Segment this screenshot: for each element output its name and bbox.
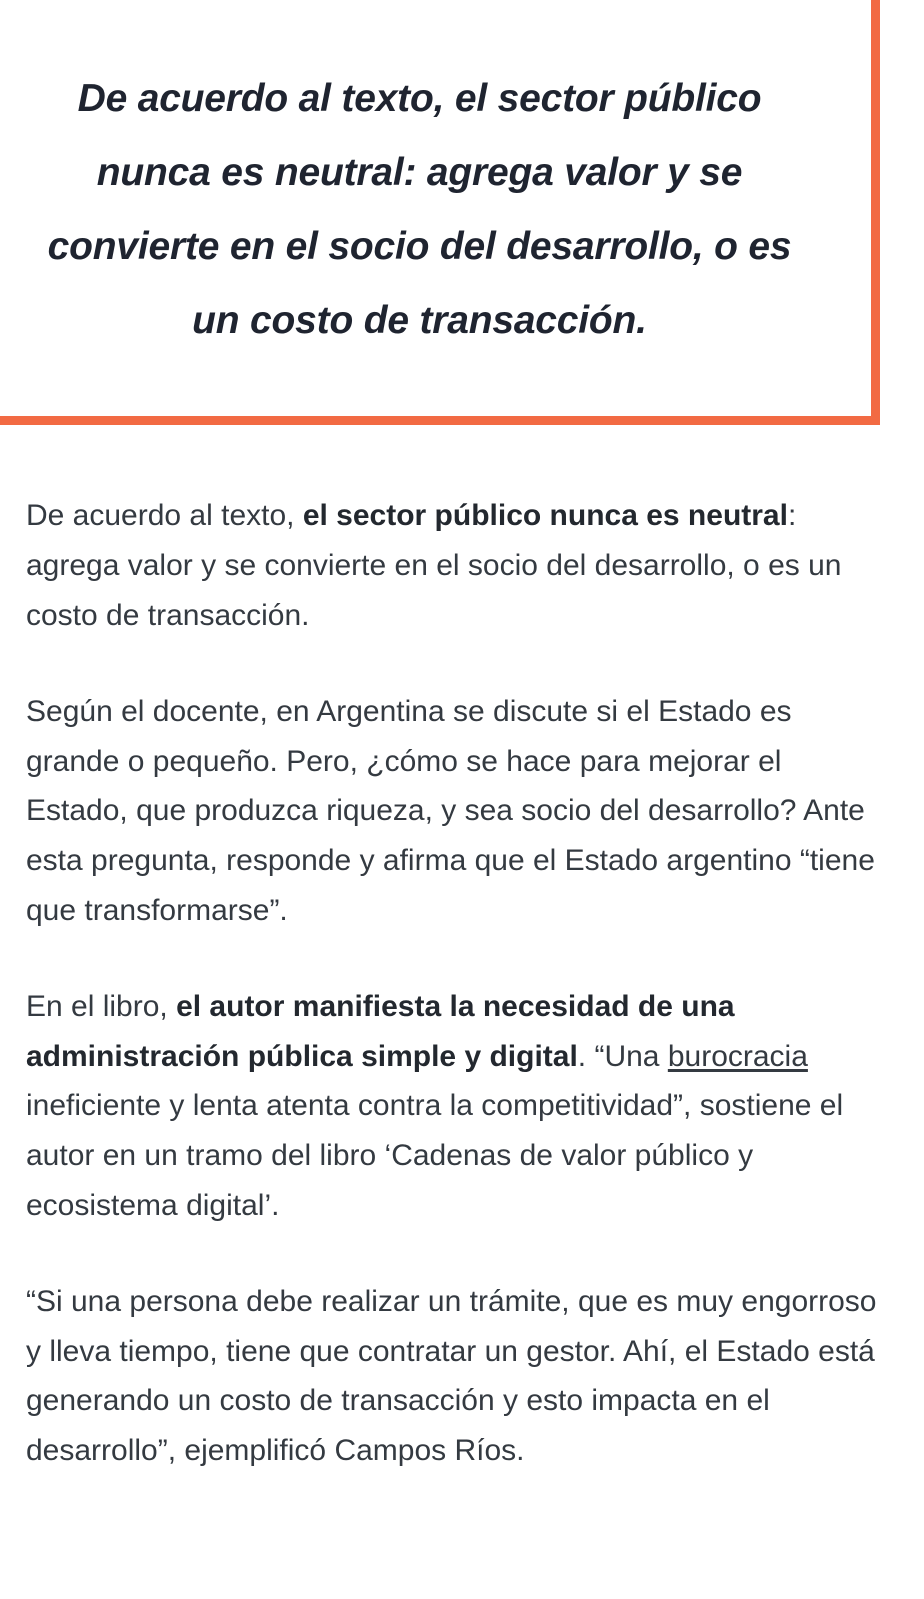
text-run: Según el docente, en Argentina se discute si el Estado es grande o pequeño. Pero, ¿cómo se hace para mejorar el Estado, que produzca riqueza, y sea socio del desarrollo? Ante esta pregunta, responde y afirma que el Estado argentino “tiene que transformarse”. <box>26 694 875 927</box>
text-run: En el libro, <box>26 989 177 1023</box>
text-run: : agrega valor y se convierte en el socio del desarrollo, o es un costo de transacción. <box>26 499 842 632</box>
paragraph <box>26 687 880 936</box>
text-run: “Si una persona debe realizar un trámite, que es muy engorroso y lleva tiempo, tiene que contratar un gestor. Ahí, el Estado está generando un costo de transacción y esto impacta en el desarrollo”, ejemplificó Campos Ríos. <box>26 1284 877 1468</box>
text-run: ineficiente y lenta atenta contra la competitividad”, sostiene el autor en un tramo del libro ‘Cadenas de valor público y ecosistema digital’. <box>26 1089 844 1222</box>
paragraph <box>26 1277 880 1476</box>
emphasis-bold: el autor manifiesta la necesidad de una administración pública simple y digital <box>26 989 735 1073</box>
emphasis-bold: el sector público nunca es neutral <box>302 499 788 533</box>
emphasis-underline: burocracia <box>667 1039 808 1073</box>
paragraph <box>26 491 880 640</box>
pull-quote-text: De acuerdo al texto, el sector público nunca es neutral: agrega valor y se convierte en el socio del desarrollo, o es un costo de transacción. <box>47 77 792 343</box>
text-run: De acuerdo al texto, <box>26 499 303 533</box>
text-run: . “Una <box>577 1039 668 1073</box>
paragraph <box>26 982 880 1231</box>
pull-quote <box>0 0 880 425</box>
article-body <box>0 425 924 1476</box>
